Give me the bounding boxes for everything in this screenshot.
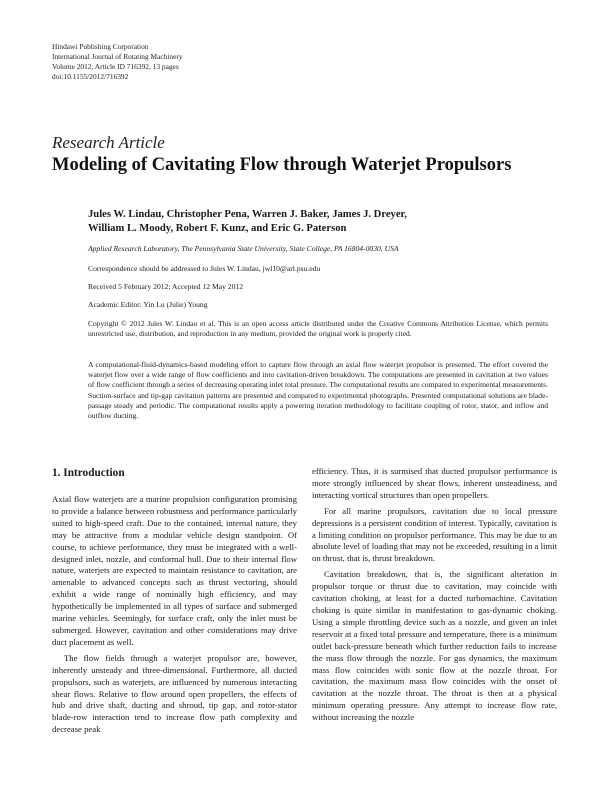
author-list [88, 208, 548, 236]
journal-name: International Journal of Rotating Machinery [52, 52, 183, 61]
publication-info [52, 42, 183, 82]
body-paragraph: Cavitation breakdown, that is, the significant alteration in propulsor torque or thrust due to cavitation, may coincide with cavitation choking, at least for a ducted turbomachine. Cavitation choking is quite similar in manifestation to gas-dynamic choking. Using a simple throttling device such as a nozzle, and given an inlet reservoir at a fixed total pressure and temperature, there is a minimum outlet back-pressure beneath which further reduction fails to increase the mass flow through the nozzle. For gas dynamics, the maximum mass flow coincides with sonic flow at the nozzle throat. For cavitation, the maximum mass flow coincides with the onset of cavitation at the nozzle throat. The throat is then at a physical minimum operating pressure. Any attempt to increase flow rate, without increasing the nozzle [312, 569, 557, 723]
publisher-name: Hindawi Publishing Corporation [52, 42, 149, 51]
body-paragraph: For all marine propulsors, cavitation due to local pressure depressions is a persistent condition of interest. Typically, cavitation is a limiting condition on propulsor performance. This may be due to an absolute level of loading that may not be exceeded, resulting in a limit on thrust, that is, thrust breakdown. [312, 505, 558, 564]
affiliation: Applied Research Laboratory, The Pennsylvania State University, State College, PA 16804-0030, USA [88, 244, 399, 253]
right-column [312, 466, 557, 728]
authors-line-2: William L. Moody, Robert F. Kunz, and Eric G. Paterson [88, 223, 347, 234]
authors-line-1: Jules W. Lindau, Christopher Pena, Warren J. Baker, James J. Dreyer, [88, 209, 407, 220]
body-paragraph: efficiency. Thus, it is surmised that ducted propulsor performance is more strongly influenced by shear flows, inherent unsteadiness, and interacting vortical structures than open propellers. [312, 466, 557, 500]
article-title: Modeling of Cavitating Flow through Waterjet Propulsors [52, 155, 512, 175]
volume-info: Volume 2012, Article ID 716392, 13 pages [52, 62, 179, 71]
copyright-notice: Copyright © 2012 Jules W. Lindau et al. This is an open access article distributed under the Creative Commons Attribution License, which permits unrestricted use, distribution, and reproduction in any medium, provided the original work is properly cited. [88, 319, 548, 338]
academic-editor: Academic Editor: Yin Lu (Julie) Young [88, 300, 208, 309]
section-heading-introduction: 1. Introduction [52, 467, 125, 479]
article-type: Research Article [52, 133, 165, 152]
body-paragraph: The flow fields through a waterjet propulsor are, however, inherently unsteady and three-dimensional. Furthermore, all ducted propulsors, such as waterjets, are influenced by numerous interacting shear flows. Relative to flow around open propellers, the effects of hub and drive shaft, ducting and shroud, tip gap, and rotor-stator blade-row interaction tend to increase flow path complexity and decrease peak [52, 652, 297, 735]
left-column [52, 466, 297, 740]
body-paragraph: Axial flow waterjets are a marine propulsion configuration promising to provide a balance between robustness and performance particularly suited to high-speed craft. Due to the contained, internal nature, they may be attractive from a modular vehicle design standpoint. Of course, to achieve performance, they must be integrated with a well-designed inlet, nozzle, and conformal hull. Due to their internal flow nature, waterjets are expected to maintain resistance to cavitation, are amenable to advanced concepts such as thrust vectoring, should exhibit a wide range of nominally high efficiency, and may hypothetically be implemented in all types of surface and submerged marine vehicles. Seemingly, for surface craft, only the inlet must be submerged. However, cavitation and other considerations may drive duct placement as well. [52, 494, 297, 647]
doi-link[interactable]: doi:10.1155/2012/716392 [52, 72, 129, 81]
received-accepted-dates: Received 5 February 2012; Accepted 12 May 2012 [88, 282, 243, 291]
abstract: A computational-fluid-dynamics-based modeling effort to capture flow through an axial flow waterjet propulsor is presented. The effort covered the waterjet flow over a wide range of flow coefficients and into cavitation-driven breakdown. The computations are presented in cavitation at two values of flow coefficient through a series of decreasing operating inlet total pressure. The computational results are compared to experimental measurements. Suction-surface and tip-gap cavitation patterns are presented and compared to experimental photographs. Presented computational solutions are blade-passage steady and periodic. The computational results apply a powering iteration methodology to facilitate coupling of rotor, stator, and inflow and outflow ducting. [88, 360, 548, 421]
correspondence-note: Correspondence should be addressed to Jules W. Lindau, jwl10@arl.psu.edu [88, 264, 321, 273]
